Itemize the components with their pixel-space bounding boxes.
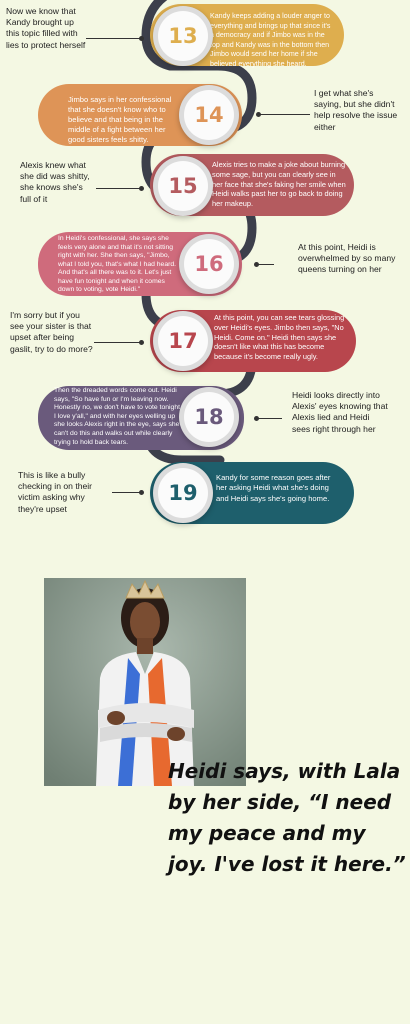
step-13-note: Now we know that Kandy brought up this topic filled with lies to protect herself	[6, 6, 86, 50]
step-19-note: This is like a bully checking in on their victim asking why they're upset	[18, 470, 93, 514]
step-17-number: 17	[158, 316, 208, 366]
step-18-text: Then the dreaded words come out. Heidi says, "So have fun or I'm leaving now. Honestly no, we don't have to vote tonight. I love y'all," and with her eyes welling up she looks Alexis right in the eye, says she can't do this and walks out while clearly trying to hold back tears.	[54, 387, 182, 446]
step-18-connector	[256, 418, 282, 419]
step-15-note: Alexis knew what she did was shitty, she knows she's full of it	[20, 160, 90, 204]
step-16-connector	[256, 264, 274, 265]
step-16-note: At this point, Heidi is overwhelmed by so many queens turning on her	[298, 242, 396, 275]
step-19-number: 19	[158, 468, 208, 518]
step-15-text: Alexis tries to make a joke about burning some sage, but you can clearly see in her face that she's faking her smile when Heidi walks past her to go back to doing her makeup.	[212, 160, 346, 209]
step-17-connector	[94, 342, 142, 343]
step-16-number: 16	[184, 239, 234, 289]
step-13-connector	[86, 38, 142, 39]
heidi-photo	[44, 578, 246, 786]
step-19-text: Kandy for some reason goes after her asking Heidi what she's doing and Heidi says she's going home.	[216, 473, 331, 503]
step-16-text: In Heidi's confessional, she says she feels very alone and that it's not sitting right with her. She then says, "Jimbo, what I told you, that's what I had heard. And that's all there was to it. Let's just have fun tonight and when it comes down to voting, vote Heidi."	[58, 235, 177, 293]
step-17-note: I'm sorry but if you see your sister is that upset after being gaslit, try to do more?	[10, 310, 93, 354]
step-18-note: Heidi looks directly into Alexis' eyes knowing that Alexis lied and Heidi sees right through her	[292, 390, 388, 434]
step-14-text: Jimbo says in her confessional that she doesn't know who to believe and that being in the middle of a fight between her good sisters feels shitty.	[68, 95, 172, 144]
step-14-connector	[258, 114, 310, 115]
heidi-quote: Heidi says, with Lala by her side, “I need my peace and my joy. I've lost it here.”	[168, 759, 406, 876]
step-13-text: Kandy keeps adding a louder anger to everything and brings up that since it's a democracy and if Jimbo was in the top and Kandy was in the bottom then Jimbo would send her home if she believed everything she heard.	[210, 12, 331, 68]
step-15-number: 15	[158, 161, 208, 211]
step-14-note: I get what she's saying, but she didn't help resolve the issue either	[314, 88, 398, 132]
heidi-portrait-image	[44, 578, 246, 786]
step-15-connector	[96, 188, 142, 189]
step-18-number: 18	[184, 392, 234, 442]
step-19-connector	[112, 492, 142, 493]
step-14-number: 14	[184, 90, 234, 140]
step-13-number: 13	[158, 11, 208, 61]
step-17-text: At this point, you can see tears glossing over Heidi's eyes. Jimbo then says, "No Heidi. Come on." Heidi then says she doesn't like what this has become because it's become really ugly.	[214, 313, 345, 362]
